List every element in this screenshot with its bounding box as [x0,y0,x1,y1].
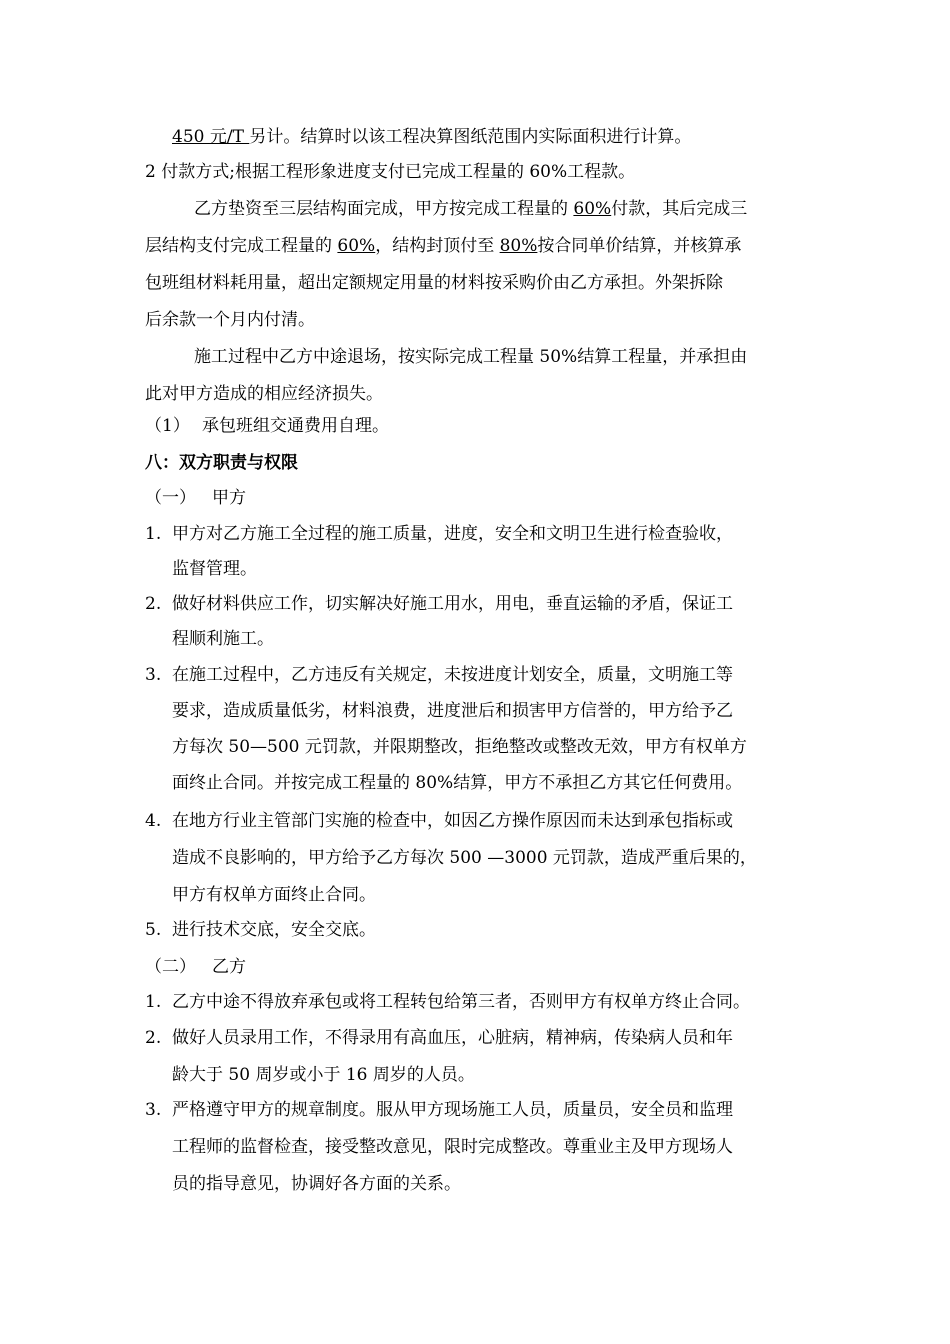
list-item-line: 要求，造成质量低劣，材料浪费，进度泄后和损害甲方信誉的，甲方给予乙 [172,701,733,721]
text-fragment: 层结构支付完成工程量的 [145,236,338,256]
list-item-line: 程顺利施工。 [172,629,274,649]
text-fragment: 乙方垫资至三层结构面完成，甲方按完成工程量的 [194,199,574,219]
list-item-line: 甲方有权单方面终止合同。 [172,885,376,905]
list-item-line: 进行技术交底，安全交底。 [172,920,376,940]
list-item-line: 造成不良影响的，甲方给予乙方每次 500 —3000 元罚款，造成严重后果的， [172,848,757,868]
list-item-line: 员的指导意见，协调好各方面的关系。 [172,1174,461,1194]
list-item-line: 监督管理。 [172,559,257,579]
text-line: 施工过程中乙方中途退场，按实际完成工程量 50%结算工程量，并承担由 [194,347,748,367]
text-line: 此对甲方造成的相应经济损失。 [145,384,383,404]
list-number: 2. [145,1028,162,1048]
price-text: 450 元/T [172,127,250,147]
underlined-percent: 60% [337,236,376,256]
item-text: 承包班组交通费用自理。 [202,416,389,436]
list-item-line: 在地方行业主管部门实施的检查中，如因乙方操作原因而未达到承包指标或 [172,811,733,831]
list-number: 5. [145,920,162,940]
party-a-heading: 甲方 [212,488,246,508]
list-number: 1. [145,524,162,544]
list-number: 1. [145,992,162,1012]
text-line [194,197,747,221]
text-fragment: ，结构封顶付至 [375,236,500,256]
text-line: 后余款一个月内付清。 [145,310,315,330]
list-item-line: 在施工过程中，乙方违反有关规定，未按进度计划安全，质量，文明施工等 [172,665,733,685]
text-fragment: 另计。结算时以该工程决算图纸范围内实际面积进行计算。 [249,127,692,147]
heading-number: （二） [145,957,196,977]
text-line [172,125,691,149]
list-item-line: 面终止合同。并按完成工程量的 80%结算，甲方不承担乙方其它任何费用。 [172,773,743,793]
list-item-line: 严格遵守甲方的规章制度。服从甲方现场施工人员，质量员，安全员和监理 [172,1100,733,1120]
list-number: 2. [145,594,162,614]
text-line: 包班组材料耗用量，超出定额规定用量的材料按采购价由乙方承担。外架拆除 [145,273,723,293]
list-item-line: 龄大于 50 周岁或小于 16 周岁的人员。 [172,1065,475,1085]
text-line [145,234,741,258]
list-number: 4. [145,811,162,831]
underlined-percent: 60% [573,199,612,219]
list-item-line: 甲方对乙方施工全过程的施工质量，进度，安全和文明卫生进行检查验收， [172,524,733,544]
payment-method-line: 2 付款方式;根据工程形象进度支付已完成工程量的 60%工程款。 [145,162,636,182]
list-item-line: 做好材料供应工作，切实解决好施工用水，用电，垂直运输的矛盾，保证工 [172,594,733,614]
section-title: 八：双方职责与权限 [145,453,298,473]
text-fragment: 按合同单价结算，并核算承 [537,236,742,256]
list-item-line: 方每次 50—500 元罚款，并限期整改，拒绝整改或整改无效，甲方有权单方 [172,737,747,757]
list-item-line: 工程师的监督检查，接受整改意见，限时完成整改。尊重业主及甲方现场人 [172,1137,733,1157]
heading-number: （一） [145,488,196,508]
list-item-line: 做好人员录用工作，不得录用有高血压，心脏病，精神病，传染病人员和年 [172,1028,733,1048]
list-item-line: 乙方中途不得放弃承包或将工程转包给第三者，否则甲方有权单方终止合同。 [172,992,750,1012]
list-number: 3. [145,1100,162,1120]
text-fragment: 付款，其后完成三 [611,199,748,219]
party-b-heading: 乙方 [212,957,246,977]
list-number: 3. [145,665,162,685]
underlined-percent: 80% [499,236,538,256]
item-number: （1） [145,416,190,436]
